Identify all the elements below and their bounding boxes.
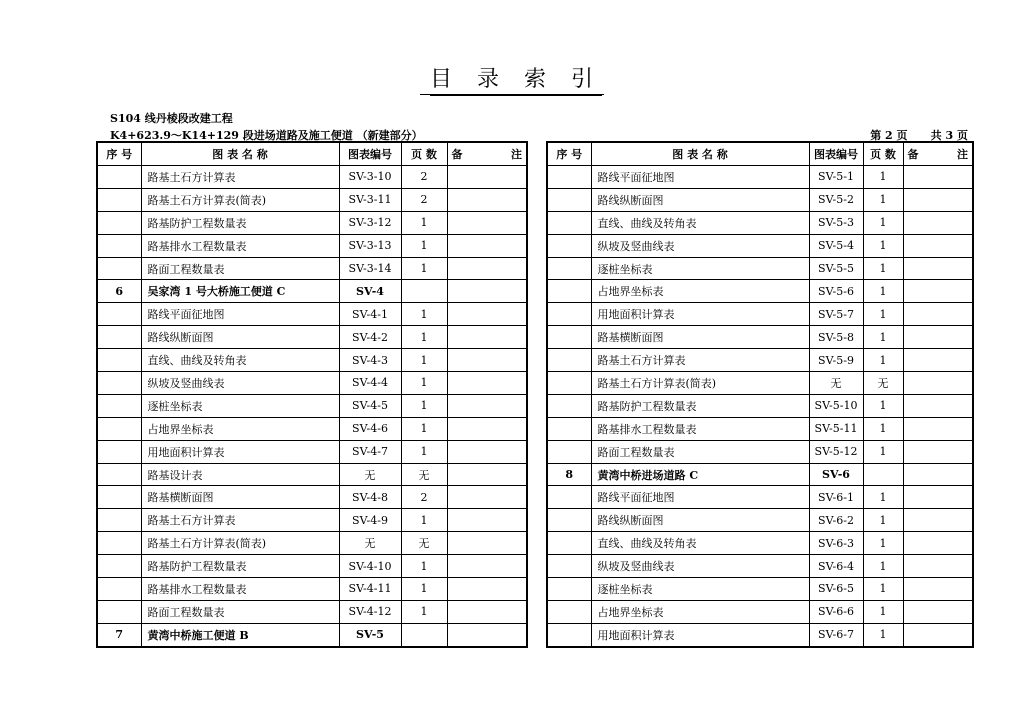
row-pages: 1 xyxy=(401,326,447,349)
row-code: SV-6 xyxy=(809,463,863,486)
table-row xyxy=(547,509,973,532)
header-seq: 序 号 xyxy=(547,142,591,166)
row-pages: 1 xyxy=(401,578,447,601)
row-seq xyxy=(97,326,141,349)
row-pages xyxy=(863,463,903,486)
row-note xyxy=(903,211,973,234)
row-name: 占地界坐标表 xyxy=(141,417,339,440)
table-row xyxy=(547,417,973,440)
row-seq xyxy=(97,463,141,486)
table-row xyxy=(97,417,527,440)
row-note xyxy=(447,463,527,486)
row-code: SV-6-1 xyxy=(809,486,863,509)
row-pages: 1 xyxy=(863,623,903,646)
row-pages xyxy=(401,280,447,303)
row-pages: 1 xyxy=(863,166,903,189)
row-seq xyxy=(547,349,591,372)
row-note xyxy=(903,578,973,601)
row-seq xyxy=(97,303,141,326)
table-row xyxy=(97,578,527,601)
row-note xyxy=(903,532,973,555)
row-code: SV-4-8 xyxy=(339,486,401,509)
row-note xyxy=(447,280,527,303)
row-note xyxy=(447,600,527,623)
row-code: SV-5-12 xyxy=(809,440,863,463)
row-note xyxy=(903,509,973,532)
row-note xyxy=(447,303,527,326)
row-note xyxy=(447,257,527,280)
header-note xyxy=(903,142,973,166)
table-row xyxy=(97,372,527,395)
row-name: 路线纵断面图 xyxy=(591,188,809,211)
row-note xyxy=(447,372,527,395)
row-code: SV-3-12 xyxy=(339,211,401,234)
row-note xyxy=(447,486,527,509)
row-pages: 1 xyxy=(401,257,447,280)
row-seq xyxy=(97,486,141,509)
row-code: SV-5-7 xyxy=(809,303,863,326)
row-seq xyxy=(97,211,141,234)
row-code: SV-5-2 xyxy=(809,188,863,211)
table-row xyxy=(97,486,527,509)
table-row xyxy=(547,394,973,417)
row-name: 吴家湾 1 号大桥施工便道 C xyxy=(141,280,339,303)
row-code: SV-6-4 xyxy=(809,555,863,578)
row-seq xyxy=(97,166,141,189)
table-row xyxy=(547,188,973,211)
row-note xyxy=(447,623,527,646)
row-pages: 1 xyxy=(863,303,903,326)
row-pages: 2 xyxy=(401,486,447,509)
row-code: SV-4-5 xyxy=(339,394,401,417)
row-note xyxy=(903,166,973,189)
row-name: 黄湾中桥施工便道 B xyxy=(141,623,339,646)
table-row xyxy=(97,257,527,280)
table-row xyxy=(547,463,973,486)
row-pages: 1 xyxy=(863,326,903,349)
table-row xyxy=(97,303,527,326)
title-text: 目 录 索 引 xyxy=(420,62,604,95)
row-name: 路基土石方计算表 xyxy=(141,166,339,189)
row-code: SV-4-3 xyxy=(339,349,401,372)
table-row xyxy=(547,440,973,463)
row-name: 路面工程数量表 xyxy=(591,440,809,463)
row-note xyxy=(447,417,527,440)
project-name: S104 线丹棱段改建工程 xyxy=(110,112,233,125)
table-row xyxy=(97,532,527,555)
row-name: 路基土石方计算表 xyxy=(591,349,809,372)
row-code: SV-5-4 xyxy=(809,234,863,257)
row-code: SV-5-3 xyxy=(809,211,863,234)
table-row xyxy=(547,234,973,257)
row-seq: 8 xyxy=(547,463,591,486)
row-pages: 1 xyxy=(863,394,903,417)
row-note xyxy=(447,555,527,578)
header-note-a: 备 xyxy=(451,148,463,161)
row-seq xyxy=(547,211,591,234)
row-name: 路基土石方计算表(简表) xyxy=(591,372,809,395)
row-code: SV-4-4 xyxy=(339,372,401,395)
row-code: SV-4 xyxy=(339,280,401,303)
row-name: 直线、曲线及转角表 xyxy=(141,349,339,372)
row-name: 用地面积计算表 xyxy=(141,440,339,463)
row-pages: 1 xyxy=(401,372,447,395)
row-pages: 1 xyxy=(401,394,447,417)
row-note xyxy=(447,394,527,417)
row-pages: 1 xyxy=(401,555,447,578)
row-code: SV-3-10 xyxy=(339,166,401,189)
header-note xyxy=(447,142,527,166)
row-seq: 7 xyxy=(97,623,141,646)
row-note xyxy=(903,349,973,372)
row-code: SV-5-8 xyxy=(809,326,863,349)
row-name: 路基防护工程数量表 xyxy=(591,394,809,417)
row-seq xyxy=(547,188,591,211)
row-code: SV-6-3 xyxy=(809,532,863,555)
row-name: 纵坡及竖曲线表 xyxy=(591,234,809,257)
row-seq xyxy=(547,166,591,189)
row-note xyxy=(447,509,527,532)
table-row xyxy=(97,509,527,532)
row-code: SV-4-7 xyxy=(339,440,401,463)
row-seq xyxy=(97,417,141,440)
row-seq xyxy=(547,280,591,303)
row-note xyxy=(447,578,527,601)
row-code: SV-5-6 xyxy=(809,280,863,303)
row-name: 逐桩坐标表 xyxy=(591,257,809,280)
row-note xyxy=(903,257,973,280)
row-name: 路基排水工程数量表 xyxy=(141,234,339,257)
row-note xyxy=(903,303,973,326)
row-name: 路线平面征地图 xyxy=(591,486,809,509)
row-pages: 1 xyxy=(863,417,903,440)
row-pages: 1 xyxy=(401,234,447,257)
row-code: SV-4-2 xyxy=(339,326,401,349)
index-table-left xyxy=(96,141,528,648)
row-name: 路基横断面图 xyxy=(591,326,809,349)
row-name: 路线纵断面图 xyxy=(141,326,339,349)
table-header-row xyxy=(97,142,527,166)
row-code: SV-5-11 xyxy=(809,417,863,440)
row-note xyxy=(903,417,973,440)
table-row xyxy=(547,326,973,349)
row-code: SV-4-11 xyxy=(339,578,401,601)
row-code: SV-6-5 xyxy=(809,578,863,601)
table-row xyxy=(547,623,973,646)
row-name: 路基设计表 xyxy=(141,463,339,486)
row-pages: 1 xyxy=(401,417,447,440)
row-code: SV-6-7 xyxy=(809,623,863,646)
row-pages: 2 xyxy=(401,166,447,189)
row-code: 无 xyxy=(809,372,863,395)
table-row xyxy=(547,166,973,189)
header-name: 图 表 名 称 xyxy=(141,142,339,166)
table-row xyxy=(97,463,527,486)
row-name: 路面工程数量表 xyxy=(141,600,339,623)
row-code: SV-4-1 xyxy=(339,303,401,326)
header-seq: 序 号 xyxy=(97,142,141,166)
row-name: 路线平面征地图 xyxy=(591,166,809,189)
row-name: 直线、曲线及转角表 xyxy=(591,532,809,555)
row-seq xyxy=(97,257,141,280)
row-pages: 1 xyxy=(401,440,447,463)
row-seq xyxy=(547,555,591,578)
row-code: SV-3-11 xyxy=(339,188,401,211)
row-name: 路基排水工程数量表 xyxy=(141,578,339,601)
row-name: 路线平面征地图 xyxy=(141,303,339,326)
header-note-a: 备 xyxy=(907,148,919,161)
table-row xyxy=(97,188,527,211)
row-note xyxy=(447,166,527,189)
row-note xyxy=(447,234,527,257)
row-pages: 1 xyxy=(863,211,903,234)
row-pages: 1 xyxy=(863,578,903,601)
row-name: 黄湾中桥进场道路 C xyxy=(591,463,809,486)
table-row xyxy=(97,394,527,417)
row-name: 占地界坐标表 xyxy=(591,600,809,623)
row-name: 纵坡及竖曲线表 xyxy=(591,555,809,578)
header-note-b: 注 xyxy=(511,148,522,161)
table-row xyxy=(97,349,527,372)
row-pages: 无 xyxy=(863,372,903,395)
row-seq xyxy=(97,555,141,578)
table-row xyxy=(547,303,973,326)
table-row xyxy=(97,211,527,234)
row-code: 无 xyxy=(339,463,401,486)
row-seq xyxy=(547,394,591,417)
row-pages: 1 xyxy=(863,257,903,280)
row-code: SV-3-13 xyxy=(339,234,401,257)
row-note xyxy=(903,372,973,395)
row-name: 用地面积计算表 xyxy=(591,303,809,326)
row-note xyxy=(903,440,973,463)
row-code: SV-6-2 xyxy=(809,509,863,532)
row-seq xyxy=(97,372,141,395)
row-name: 逐桩坐标表 xyxy=(591,578,809,601)
row-code: SV-3-14 xyxy=(339,257,401,280)
row-seq xyxy=(547,440,591,463)
row-seq xyxy=(547,532,591,555)
table-row xyxy=(547,349,973,372)
table-row xyxy=(547,372,973,395)
row-note xyxy=(903,486,973,509)
header-code: 图表编号 xyxy=(809,142,863,166)
row-seq xyxy=(547,326,591,349)
header-note-b: 注 xyxy=(957,148,968,161)
row-note xyxy=(447,440,527,463)
row-seq xyxy=(97,532,141,555)
row-seq xyxy=(547,509,591,532)
row-seq xyxy=(547,486,591,509)
row-pages: 2 xyxy=(401,188,447,211)
row-pages: 无 xyxy=(401,532,447,555)
index-table-right xyxy=(546,141,974,648)
row-seq xyxy=(97,509,141,532)
table-row xyxy=(547,555,973,578)
header-code: 图表编号 xyxy=(339,142,401,166)
row-pages: 1 xyxy=(863,280,903,303)
table-row xyxy=(97,280,527,303)
row-name: 纵坡及竖曲线表 xyxy=(141,372,339,395)
row-pages: 1 xyxy=(863,600,903,623)
row-seq xyxy=(97,349,141,372)
table-row xyxy=(97,234,527,257)
table-row xyxy=(547,280,973,303)
project-section: K4+623.9～K14+129 段进场道路及施工便道 （新建部分） xyxy=(110,129,423,142)
row-pages: 1 xyxy=(863,349,903,372)
table-header-row xyxy=(547,142,973,166)
row-code: SV-5-1 xyxy=(809,166,863,189)
row-note xyxy=(447,532,527,555)
row-note xyxy=(903,280,973,303)
row-code: SV-5-10 xyxy=(809,394,863,417)
row-note xyxy=(903,188,973,211)
table-row xyxy=(97,166,527,189)
row-note xyxy=(903,555,973,578)
row-seq xyxy=(97,440,141,463)
row-pages: 1 xyxy=(401,509,447,532)
row-code: 无 xyxy=(339,532,401,555)
row-pages xyxy=(401,623,447,646)
header-name: 图 表 名 称 xyxy=(591,142,809,166)
row-seq xyxy=(97,234,141,257)
row-name: 直线、曲线及转角表 xyxy=(591,211,809,234)
table-row xyxy=(97,623,527,646)
row-seq: 6 xyxy=(97,280,141,303)
row-note xyxy=(903,623,973,646)
row-note xyxy=(447,349,527,372)
row-code: SV-4-12 xyxy=(339,600,401,623)
row-code: SV-4-9 xyxy=(339,509,401,532)
row-pages: 1 xyxy=(863,188,903,211)
page-current: 第 2 页 xyxy=(870,129,908,142)
row-seq xyxy=(97,394,141,417)
row-note xyxy=(447,211,527,234)
page-total: 共 3 页 xyxy=(930,129,968,142)
row-seq xyxy=(97,578,141,601)
row-pages: 1 xyxy=(401,600,447,623)
header-pages: 页 数 xyxy=(401,142,447,166)
row-note xyxy=(447,326,527,349)
row-seq xyxy=(97,600,141,623)
row-pages: 无 xyxy=(401,463,447,486)
row-pages: 1 xyxy=(863,555,903,578)
row-note xyxy=(903,463,973,486)
row-note xyxy=(903,234,973,257)
header-pages: 页 数 xyxy=(863,142,903,166)
table-row xyxy=(547,532,973,555)
row-seq xyxy=(547,623,591,646)
row-seq xyxy=(547,257,591,280)
row-pages: 1 xyxy=(863,509,903,532)
row-code: SV-4-10 xyxy=(339,555,401,578)
table-row xyxy=(547,600,973,623)
row-pages: 1 xyxy=(401,303,447,326)
row-note xyxy=(903,600,973,623)
row-name: 路线纵断面图 xyxy=(591,509,809,532)
row-seq xyxy=(547,600,591,623)
row-seq xyxy=(547,417,591,440)
row-code: SV-6-6 xyxy=(809,600,863,623)
row-name: 路基土石方计算表(简表) xyxy=(141,532,339,555)
table-row xyxy=(97,326,527,349)
row-seq xyxy=(547,578,591,601)
row-name: 路基横断面图 xyxy=(141,486,339,509)
row-note xyxy=(903,326,973,349)
table-row xyxy=(97,555,527,578)
row-pages: 1 xyxy=(401,349,447,372)
row-seq xyxy=(547,303,591,326)
row-code: SV-5-9 xyxy=(809,349,863,372)
table-row xyxy=(547,486,973,509)
row-seq xyxy=(547,234,591,257)
row-name: 用地面积计算表 xyxy=(591,623,809,646)
row-pages: 1 xyxy=(863,486,903,509)
table-row xyxy=(547,211,973,234)
row-note xyxy=(447,188,527,211)
table-row xyxy=(97,600,527,623)
row-name: 路基防护工程数量表 xyxy=(141,555,339,578)
row-name: 路基土石方计算表(简表) xyxy=(141,188,339,211)
row-code: SV-4-6 xyxy=(339,417,401,440)
row-name: 逐桩坐标表 xyxy=(141,394,339,417)
row-pages: 1 xyxy=(863,440,903,463)
row-name: 路基防护工程数量表 xyxy=(141,211,339,234)
table-row xyxy=(97,440,527,463)
row-note xyxy=(903,394,973,417)
row-seq xyxy=(547,372,591,395)
row-pages: 1 xyxy=(863,532,903,555)
page-title xyxy=(0,62,1024,95)
table-row xyxy=(547,257,973,280)
row-seq xyxy=(97,188,141,211)
row-code: SV-5-5 xyxy=(809,257,863,280)
row-name: 路基土石方计算表 xyxy=(141,509,339,532)
row-name: 占地界坐标表 xyxy=(591,280,809,303)
row-pages: 1 xyxy=(863,234,903,257)
row-name: 路面工程数量表 xyxy=(141,257,339,280)
row-name: 路基排水工程数量表 xyxy=(591,417,809,440)
table-row xyxy=(547,578,973,601)
row-code: SV-5 xyxy=(339,623,401,646)
row-pages: 1 xyxy=(401,211,447,234)
